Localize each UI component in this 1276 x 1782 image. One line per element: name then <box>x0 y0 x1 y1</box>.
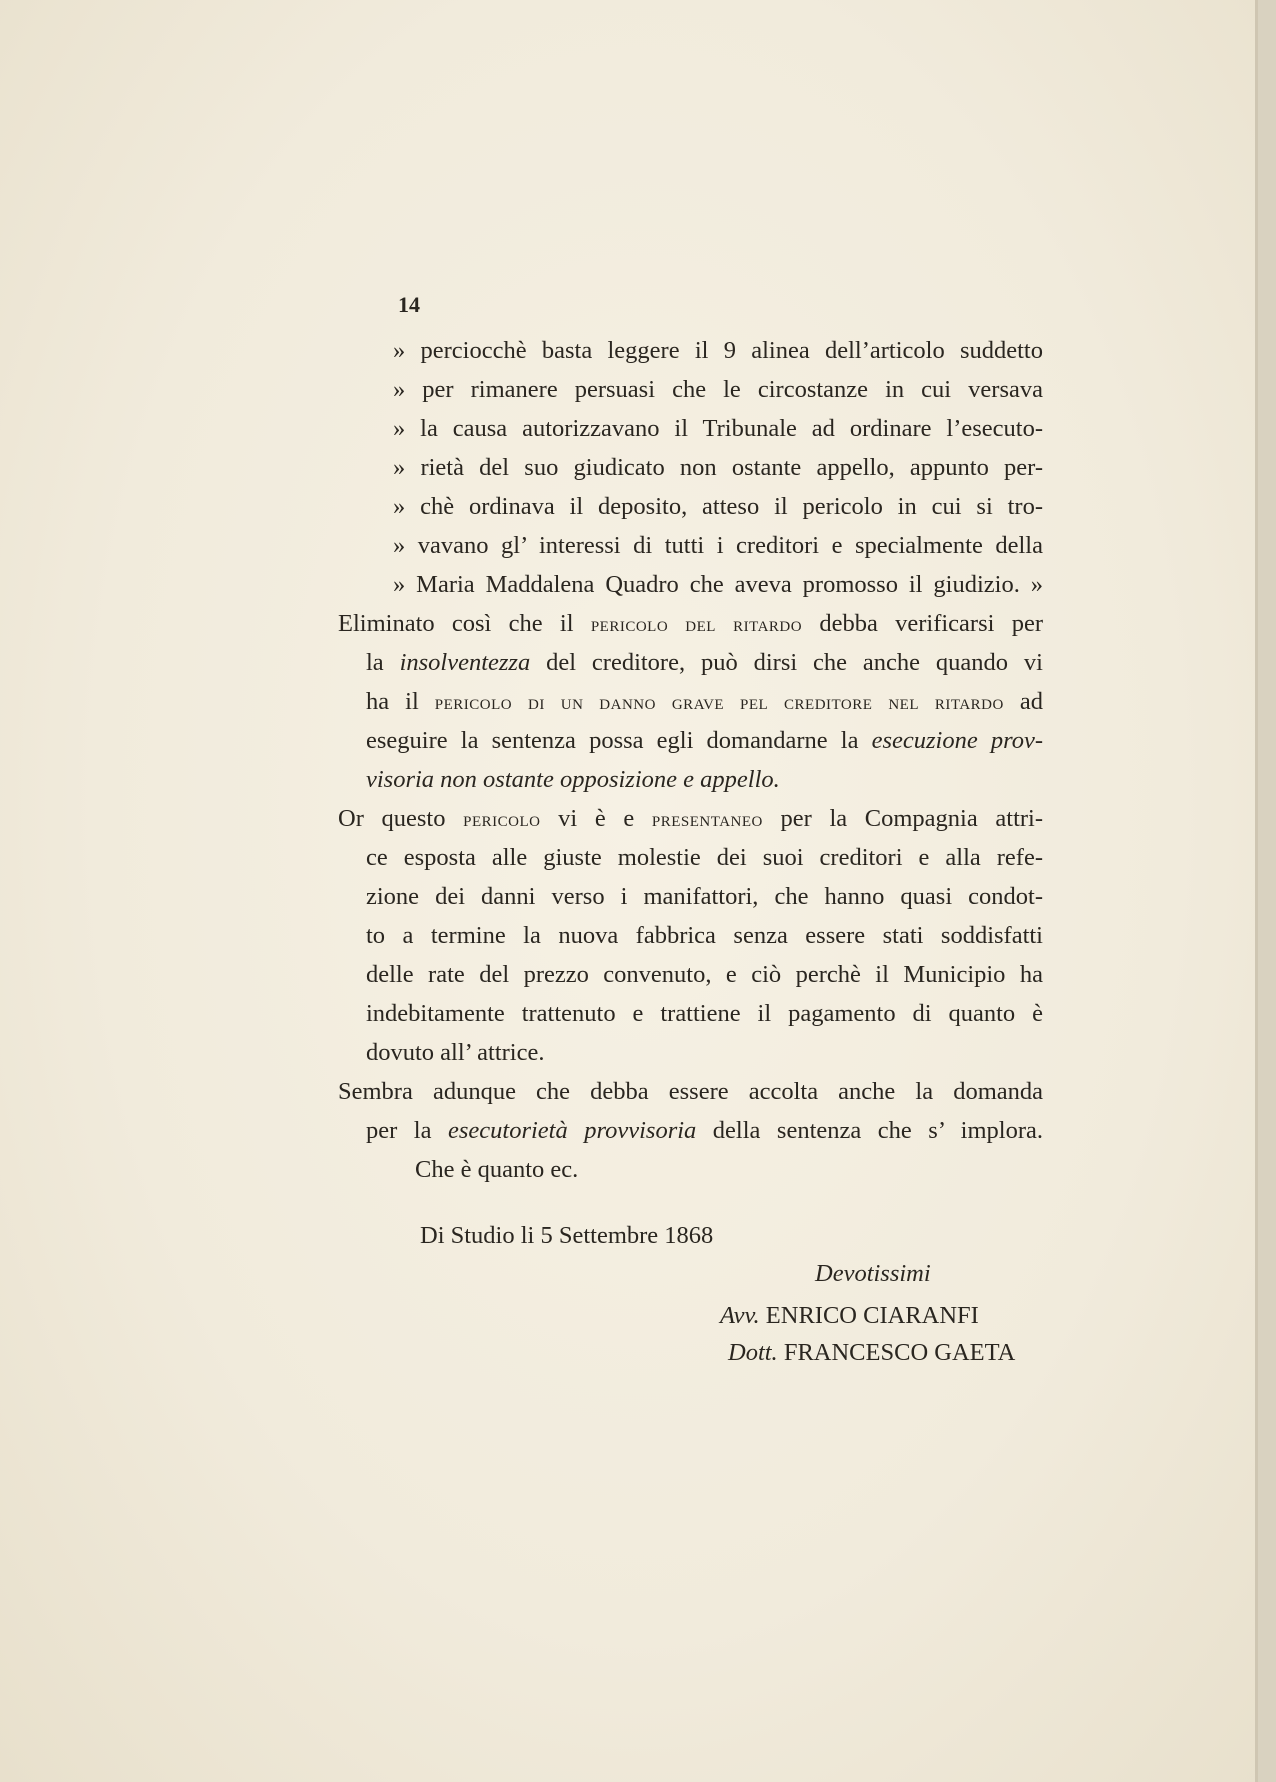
quote-line: » vavano gl’ interessi di tutti i creditori e specialmente della <box>393 532 1043 559</box>
signer-2-name: FRANCESCO GAETA <box>783 1339 1016 1366</box>
quote-line: » perciocchè basta leggere il 9 alinea dell’articolo suddetto <box>393 337 1043 364</box>
text-line <box>366 684 1043 720</box>
text-run: vi è e <box>540 805 652 832</box>
quote-line: » Maria Maddalena Quadro che aveva promosso il giudizio. » <box>393 571 1043 598</box>
text-run: eseguire la sentenza possa egli domandarne la <box>366 727 872 754</box>
small-caps-run: pericolo <box>463 806 541 831</box>
italic-run: esecuzione prov- <box>871 727 1043 754</box>
text-line: zione dei danni verso i manifattori, che hanno quasi condot- <box>366 883 1043 910</box>
quote-line: » la causa autorizzavano il Tribunale ad ordinare l’esecuto- <box>393 415 1043 442</box>
small-caps-run: pericolo di un danno grave pel creditore nel ritardo <box>434 689 1004 714</box>
page-edge <box>1258 0 1276 1782</box>
text-line <box>366 762 780 798</box>
text-line <box>338 606 1043 642</box>
italic-run: visoria non ostante opposizione e appello. <box>366 766 780 793</box>
page-number: 14 <box>398 292 420 317</box>
text-line: to a termine la nuova fabbrica senza essere stati soddisfatti <box>366 922 1043 949</box>
text-run: Or questo <box>338 805 464 832</box>
signer-1-title: Avv. <box>720 1302 760 1329</box>
italic-run: insolventezza <box>399 649 531 676</box>
text-line: ce esposta alle giuste molestie dei suoi creditori e alla refe- <box>366 844 1043 871</box>
text-run: del creditore, può dirsi che anche quando vi <box>530 649 1043 676</box>
text-line: delle rate del prezzo convenuto, e ciò perchè il Municipio ha <box>366 961 1043 988</box>
text-run: la <box>366 649 400 676</box>
signer-2-title: Dott. <box>728 1339 778 1366</box>
text-line: Sembra adunque che debba essere accolta anche la domanda <box>338 1078 1043 1105</box>
small-caps-run: presentaneo <box>651 806 763 831</box>
signer-1 <box>720 1302 979 1330</box>
page-edge-line <box>1255 0 1258 1782</box>
salutation: Devotissimi <box>815 1260 931 1287</box>
text-line <box>366 645 1043 681</box>
text-line: dovuto all’ attrice. <box>366 1039 545 1066</box>
text-run: ad <box>1003 688 1044 715</box>
quote-line: » rietà del suo giudicato non ostante appello, appunto per- <box>393 454 1043 481</box>
signer-2 <box>728 1339 1015 1367</box>
quote-line: » chè ordinava il deposito, atteso il pericolo in cui si tro- <box>393 493 1043 520</box>
quote-line: » per rimanere persuasi che le circostanze in cui versava <box>393 376 1043 403</box>
text-run: ha il <box>366 688 435 715</box>
text-run: Eliminato così che il <box>338 610 591 637</box>
text-line <box>338 801 1043 837</box>
italic-run: esecutorietà provvisoria <box>447 1117 697 1144</box>
text-run: della sentenza che s’ implora. <box>696 1117 1043 1144</box>
signer-1-name: ENRICO CIARANFI <box>765 1302 979 1329</box>
text-run: debba verificarsi per <box>802 610 1043 637</box>
date-line: Di Studio li 5 Settembre 1868 <box>420 1222 714 1249</box>
text-line <box>366 723 1043 759</box>
text-run: per la <box>366 1117 448 1144</box>
text-line <box>366 1113 1043 1149</box>
text-line: indebitamente trattenuto e trattiene il pagamento di quanto è <box>366 1000 1043 1027</box>
text-line: Che è quanto ec. <box>415 1156 579 1183</box>
small-caps-run: pericolo del ritardo <box>590 611 803 636</box>
text-run: per la Compagnia attri- <box>762 805 1043 832</box>
